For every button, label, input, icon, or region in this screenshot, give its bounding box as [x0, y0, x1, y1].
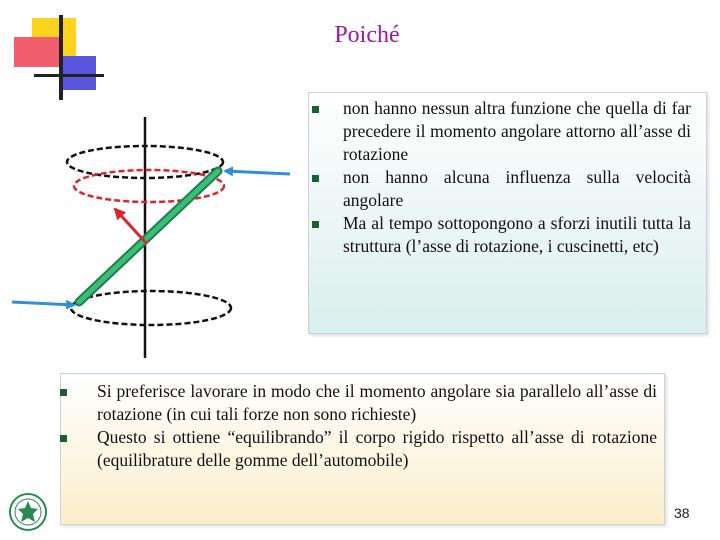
bullet-square-icon — [312, 106, 319, 113]
explanation-list — [343, 97, 691, 258]
bullet-square-icon — [60, 435, 67, 442]
list-item: Ma al tempo sottopongono a sforzi inutili tutta la struttura (l’asse di rotazione, i cuscinetti, etc) — [343, 212, 691, 258]
list-item: non hanno alcuna influenza sulla velocità angolare — [343, 166, 691, 212]
university-seal-logo — [8, 492, 48, 532]
bullet-square-icon — [60, 389, 67, 396]
bullet-square-icon — [312, 221, 319, 228]
slide-title: Poiché — [334, 22, 400, 48]
bullet-square-icon — [312, 175, 319, 182]
rigid-rod — [79, 171, 218, 302]
bottom-black-ellipse — [71, 291, 231, 325]
list-item: Questo si ottiene “equilibrando” il corpo rigido rispetto all’asse di rotazione (equilibrature delle gomme dell’automobile) — [97, 426, 657, 472]
list-item: Si preferisce lavorare in modo che il momento angolare sia parallelo all’asse di rotazione (in cui tali forze non sono richieste) — [97, 380, 657, 426]
angular-momentum-arrow — [115, 209, 147, 244]
page-number: 38 — [674, 505, 690, 521]
force-arrow-bottom — [12, 302, 74, 305]
list-item: non hanno nessun altra funzione che quella di far precedere il momento angolare attorno all’asse di rotazione — [343, 97, 691, 166]
conclusion-list — [97, 380, 657, 472]
force-arrow-top — [225, 171, 290, 174]
